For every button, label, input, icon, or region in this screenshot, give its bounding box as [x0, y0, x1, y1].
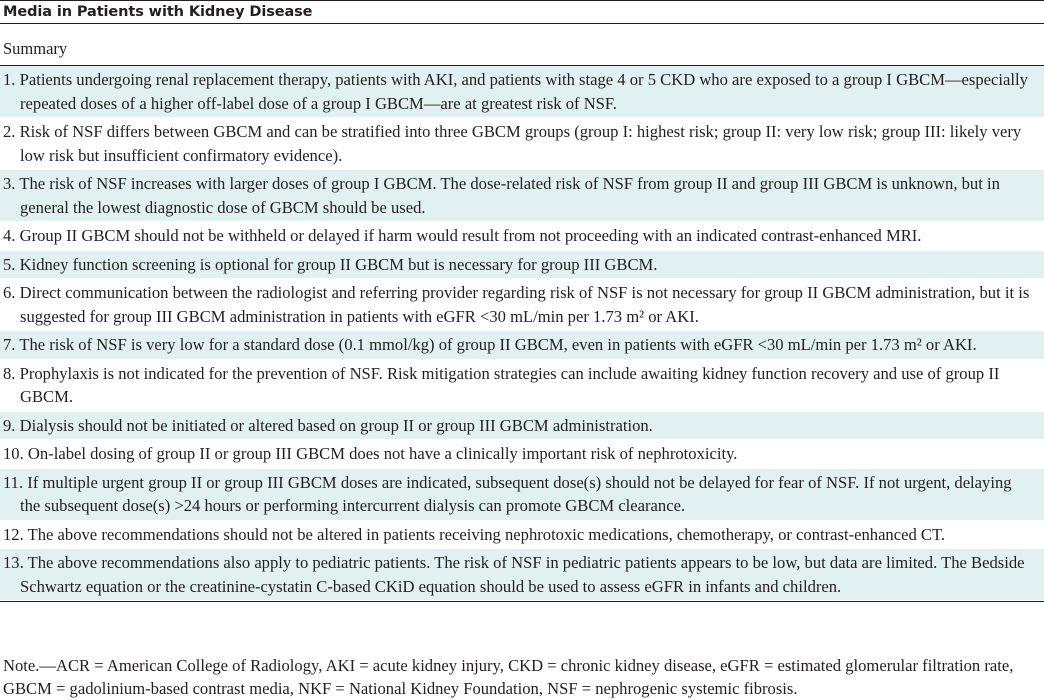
item-number: 10.	[3, 444, 24, 463]
summary-label: Summary	[3, 39, 68, 58]
table-title: Media in Patients with Kidney Disease	[3, 4, 313, 20]
item-text: Patients undergoing renal replacement therapy, patients with AKI, and patients with stage 4 or 5 CKD who are exposed to a group I GBCM—especially repeated doses of a higher off-label dose of a group I GBCM—are at greatest risk of NSF.	[19, 70, 1028, 113]
list-item	[0, 440, 1044, 469]
item-number: 5.	[3, 254, 16, 274]
list-item	[0, 222, 1044, 251]
list-item	[0, 251, 1044, 280]
item-text: The risk of NSF increases with larger doses of group I GBCM. The dose-related risk of NSF from group II and group III GBCM is unknown, but in general the lowest diagnostic dose of GBCM should be used.	[19, 174, 1000, 217]
item-number: 11.	[3, 472, 24, 492]
list-item	[0, 549, 1044, 601]
list-item	[0, 170, 1044, 222]
recommendation-list	[0, 65, 1044, 602]
list-item	[0, 66, 1044, 118]
item-number: 7.	[3, 335, 16, 354]
list-item	[0, 331, 1044, 360]
item-text: Dialysis should not be initiated or altered based on group II or group III GBCM administration.	[19, 415, 653, 435]
table-footnote: Note.—ACR = American College of Radiology, AKI = acute kidney injury, CKD = chronic kidney disease, eGFR = estimated glomerular filtration rate, GBCM = gadolinium-based contrast media, NKF = National Kidney Foundation, NSF = nephrogenic systemic fibrosis.	[3, 656, 1014, 698]
list-item	[0, 521, 1044, 550]
item-text: On-label dosing of group II or group III GBCM does not have a clinically important risk of nephrotoxicity.	[27, 444, 738, 463]
table-title-bar	[0, 0, 1044, 24]
item-text: The risk of NSF is very low for a standard dose (0.1 mmol/kg) of group II GBCM, even in patients with eGFR <30 mL/min per 1.73 m² or AKI.	[19, 335, 977, 354]
item-number: 13.	[3, 553, 24, 572]
item-text: Prophylaxis is not indicated for the prevention of NSF. Risk mitigation strategies can include awaiting kidney function recovery and use of group II GBCM.	[19, 363, 1000, 406]
list-item	[0, 469, 1044, 521]
item-number: 1.	[3, 70, 16, 89]
item-number: 9.	[3, 415, 16, 435]
item-number: 3.	[3, 174, 16, 193]
item-text: Risk of NSF differs between GBCM and can be stratified into three GBCM groups (group I: highest risk; group II: very low risk; group III: likely very low risk but insufficient confirmatory evidence).	[19, 122, 1022, 165]
item-text: Direct communication between the radiologist and referring provider regarding risk of NSF is not necessary for group II GBCM administration, but it is suggested for group III GBCM administration in patients with eGFR <30 mL/min per 1.73 m² or AKI.	[19, 283, 1030, 326]
item-number: 6.	[3, 283, 16, 302]
item-text: The above recommendations should not be altered in patients receiving nephrotoxic medications, chemotherapy, or contrast-enhanced CT.	[27, 524, 946, 544]
item-text: The above recommendations also apply to pediatric patients. The risk of NSF in pediatric patients appears to be low, but data are limited. The Bedside Schwartz equation or the creatinine-cystatin C-based CKiD equation should be used to assess eGFR in infants and children.	[20, 553, 1025, 596]
list-item	[0, 360, 1044, 412]
item-number: 4.	[3, 226, 16, 245]
item-number: 8.	[3, 363, 16, 383]
list-item	[0, 118, 1044, 170]
item-text: Group II GBCM should not be withheld or delayed if harm would result from not proceeding with an indicated contrast-enhanced MRI.	[19, 226, 922, 245]
item-text: Kidney function screening is optional for group II GBCM but is necessary for group III GBCM.	[19, 254, 658, 274]
list-item	[0, 412, 1044, 441]
item-number: 2.	[3, 122, 16, 141]
item-text: If multiple urgent group II or group III GBCM doses are indicated, subsequent dose(s) should not be delayed for fear of NSF. If not urgent, delaying the subsequent dose(s) >24 hours or performing intercurrent dialysis can promote GBCM clearance.	[20, 472, 1012, 515]
list-item	[0, 279, 1044, 331]
item-number: 12.	[3, 524, 24, 544]
